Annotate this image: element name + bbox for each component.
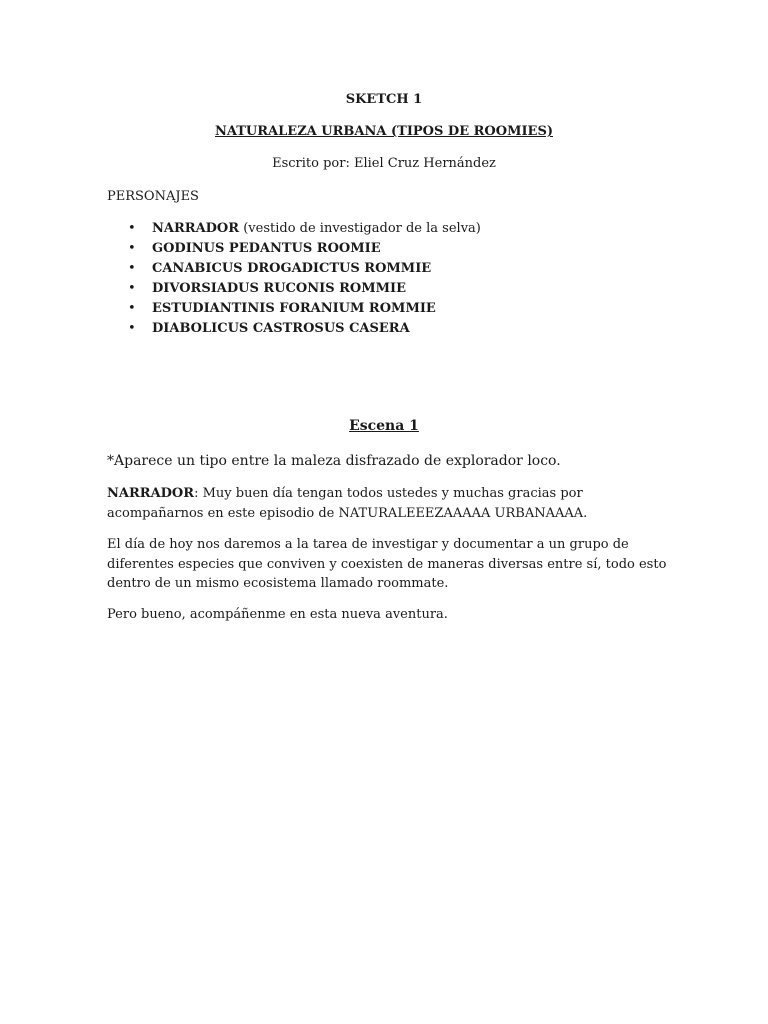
list-item bbox=[107, 219, 481, 239]
list-item bbox=[107, 299, 481, 319]
list-item bbox=[107, 319, 481, 339]
list-item bbox=[107, 259, 481, 279]
scene-title: Escena 1 bbox=[349, 418, 419, 434]
bullet-icon: • bbox=[128, 301, 136, 316]
character-note: (vestido de investigador de la selva) bbox=[239, 221, 481, 236]
author-line: Escrito por: Eliel Cruz Hernández bbox=[272, 156, 496, 171]
bullet-icon: • bbox=[128, 241, 136, 256]
list-item bbox=[107, 239, 481, 259]
paragraph-text: : Muy buen día tengan todos ustedes y muchas gracias por acompañarnos en este episodio de NATURALEEEZAAAAA URBANAAAA. bbox=[107, 486, 588, 521]
bullet-icon: • bbox=[128, 221, 136, 236]
character-name: CANABICUS DROGADICTUS ROMMIE bbox=[152, 261, 432, 276]
document-subtitle: NATURALEZA URBANA (TIPOS DE ROOMIES) bbox=[214, 124, 554, 139]
bullet-icon: • bbox=[128, 321, 136, 336]
bullet-icon: • bbox=[128, 261, 136, 276]
bullet-icon: • bbox=[128, 281, 136, 296]
stage-direction: *Aparece un tipo entre la maleza disfrazado de explorador loco. bbox=[107, 453, 561, 469]
speaker-name: NARRADOR bbox=[107, 486, 195, 501]
paragraph-narrator-greeting bbox=[107, 484, 667, 523]
document-title: SKETCH 1 bbox=[345, 92, 423, 107]
character-name: GODINUS PEDANTUS ROOMIE bbox=[152, 241, 381, 256]
list-item bbox=[107, 279, 481, 299]
characters-list bbox=[107, 219, 481, 339]
character-name: DIVORSIADUS RUCONIS ROMMIE bbox=[152, 281, 407, 296]
paragraph-adventure: Pero bueno, acompáñenme en esta nueva aventura. bbox=[107, 607, 448, 622]
character-name: DIABOLICUS CASTROSUS CASERA bbox=[152, 321, 410, 336]
characters-heading: PERSONAJES bbox=[107, 189, 199, 204]
paragraph-investigation: El día de hoy nos daremos a la tarea de investigar y documentar a un grupo de diferentes especies que conviven y coexisten de maneras diversas entre sí, todo esto dentro de un mismo ecosistema llamado roommate. bbox=[107, 537, 667, 591]
character-name: ESTUDIANTINIS FORANIUM ROMMIE bbox=[152, 301, 436, 316]
character-name: NARRADOR bbox=[152, 221, 240, 236]
